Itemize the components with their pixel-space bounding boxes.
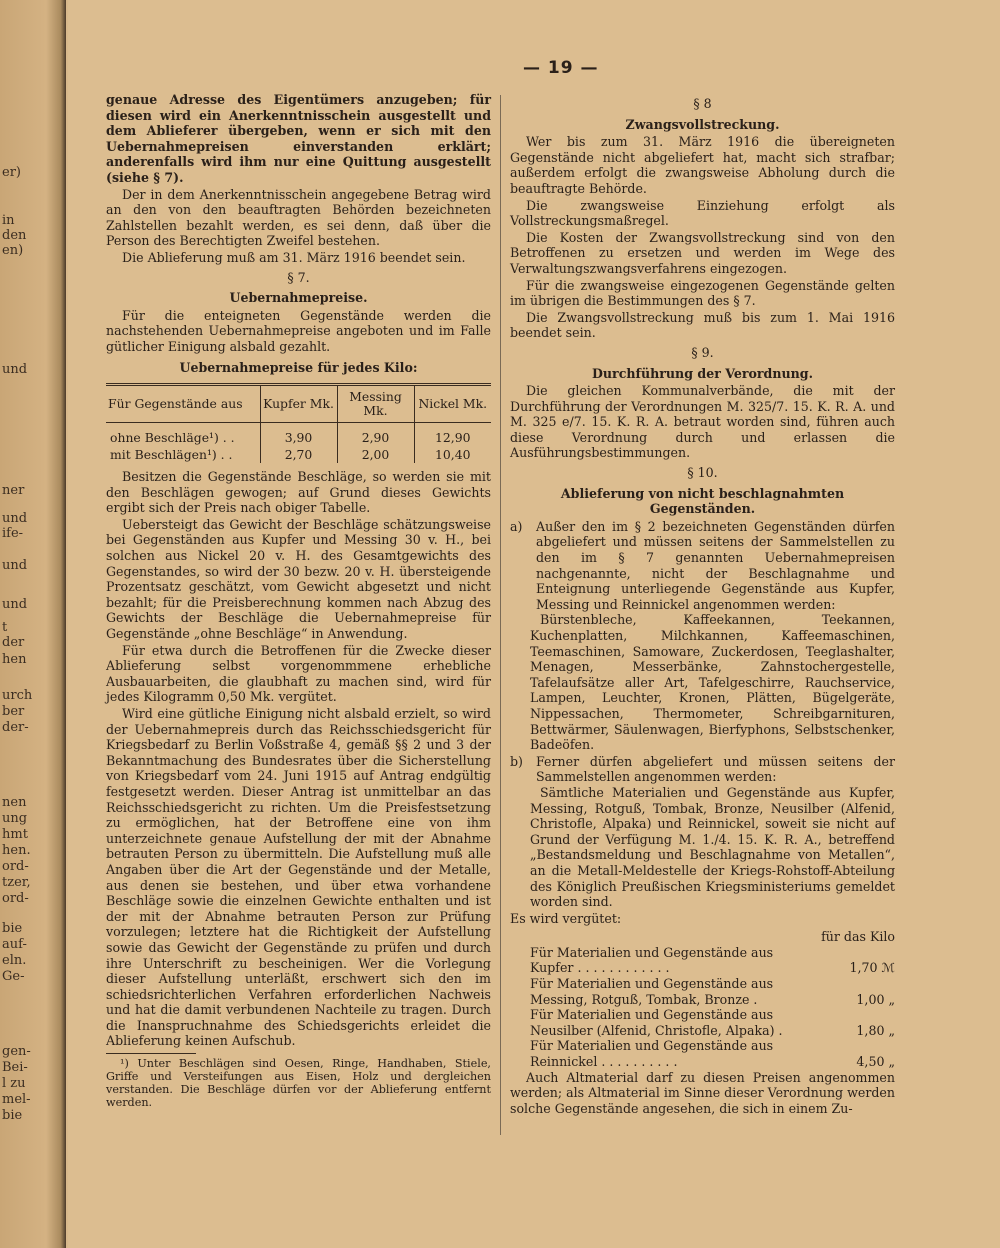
spine-text-fragment: der [2,635,25,650]
spine-text-fragment: bie [2,921,23,936]
item-enumeration: Sämtliche Materialien und Gegenstände aus Kupfer, Messing, Rotguß, Tombak, Bronze, Neusilber (Alfenid, Christofle, Alpaka) und Reinnickel, soweit sie nicht auf Grund der Verfügung M. 1./4. 15. K. R. A., betreffend „Bestandsmeldung und Beschlagnahme von Metallen“, an die Metall-Meldestelle der Kriegs-Rohstoff-Abteilung des Königlich Preußischen Kriegsministeriums gemeldet worden sind. [530,784,895,910]
fee-entry [510,1007,895,1038]
book-spine [0,0,66,1248]
paragraph: Die Kosten der Zwangsvollstreckung sind von den Betroffenen zu ersetzen und werden im Wege des Verwaltungszwangsverfahrens eingezogen. [510,229,895,276]
section-title: Durchführung der Verordnung. [591,365,813,381]
fee-amount: 1,80 „ [856,1022,895,1038]
spine-text-fragment: er) [2,165,21,180]
paragraph: Die Zwangsvollstreckung muß bis zum 1. Mai 1916 beendet sein. [510,309,895,341]
fee-label: Reinnickel . . . . . . . . . . [530,1054,678,1070]
spine-text-fragment: den [2,228,27,243]
table-row [106,423,491,447]
column-divider [500,95,501,1135]
section-number: § 7. [287,269,310,285]
price-table [106,383,491,463]
table-header: Nickel Mk. [414,386,491,423]
spine-text-fragment: l zu [2,1076,26,1091]
footnote: ¹) Unter Beschlägen sind Oesen, Ringe, Handhaben, Stiele, Griffe und Versteifungen aus Eisen, Holz und dergleichen verstanden. Die Beschläge dürfen vor der Ablieferung entfernt werden. [106,1057,491,1110]
paragraph: Die gleichen Kommunalverbände, die mit der Durchführung der Verordnungen M. 325/7. 15. K. R. A. und M. 325 e/7. 15. K. R. A. betraut worden sind, führen auch diese Verordnung durch und erlassen die Ausführungsbestimmungen. [510,383,895,461]
spine-text-fragment: eln. [2,953,27,968]
spine-text-fragment: tzer, [2,875,31,890]
footnote-rule [106,1053,196,1054]
spine-text-fragment: ife- [2,526,24,541]
spine-text-fragment: Ge- [2,969,25,984]
list-marker: b) [510,753,523,769]
list-item-text: Außer den im § 2 bezeichneten Gegenständen dürfen abgeliefert und müssen seitens der Sammelstellen zu den im § 7 genannten Uebernahmepreisen nachgenannte, nicht der Beschlagnahme und Enteignung unterliegende Gegenstände aus Kupfer, Messing und Reinnickel angenommen werden: [536,518,895,612]
spine-text-fragment: ord- [2,859,29,874]
fee-label: Neusilber (Alfenid, Christofle, Alpaka) . [530,1022,783,1038]
table-cell: 2,00 [337,446,414,463]
section-title: Zwangsvollstreckung. [625,116,780,132]
spine-text-fragment: und [2,597,28,612]
paragraph: Wird eine gütliche Einigung nicht alsbald erzielt, so wird der Uebernahmepreis durch das Reichsschiedsgericht für Kriegsbedarf zu Berlin Voßstraße 4, gemäß §§ 2 und 3 der Bekanntmachung des Bundesrates über die Sicherstellung von Kriegsbedarf vom 24. Juni 1915 auf Antrag endgültig festgesetzt werden. Dieser Antrag ist unmittelbar an das Reichsschiedsgericht zu richten. Um die Preisfestsetzung zu ermöglichen, hat der Betroffene eine von ihm unterzeichnete genaue Aufstellung der mit der Abnahme betrauten Person zu übermitteln. Die Aufstellung muß alle Angaben über die Art der Gegenstände und der Metalle, aus denen sie bestehen, und über etwa vorhandene Beschläge sowie die einzelnen Gewichte enthalten und ist der mit der Abnahme betrauten Person zur Prüfung vorzulegen; letztere hat die Richtigkeit der Aufstellung sowie das Gewicht der Gegenstände zu prüfen und durch ihre Unterschrift zu bescheinigen. Wer die Vorlegung dieser Aufstellung unterläßt, erschwert sich den im schiedsrichterlichen Verfahren erforderlichen Nachweis und hat die damit verbundenen Nachteile zu tragen. Durch die Inanspruchnahme des Schiedsgerichts erleidet die Ablieferung keinen Aufschub. [106,706,491,1049]
section-number: § 9. [691,344,714,360]
spine-text-fragment: urch [2,688,33,703]
paragraph: Die Ablieferung muß am 31. März 1916 beendet sein. [122,249,466,265]
section-title: Uebernahmepreise. [229,290,368,306]
paragraph: Wer bis zum 31. März 1916 die übereigneten Gegenstände nicht abgeliefert hat, macht sich strafbar; außerdem erfolgt die zwangsweise Abholung durch die beauftragte Behörde. [510,134,895,196]
left-column [106,92,491,1110]
spine-text-fragment: hmt [2,827,28,842]
paragraph: Besitzen die Gegenstände Beschläge, so werden sie mit den Beschlägen gewogen; auf Grund dieses Gewichts ergibt sich der Preis nach obiger Tabelle. [106,469,491,516]
fee-label: Für Materialien und Gegenstände aus [530,1038,774,1054]
section-number: § 10. [687,465,718,481]
fee-label: Für Materialien und Gegenstände aus [530,976,774,992]
paragraph: Die zwangsweise Einziehung erfolgt als Vollstreckungsmaßregel. [510,197,895,229]
list-marker: a) [510,518,523,534]
table-cell: 2,90 [337,423,414,447]
fee-amount: 1,70 ℳ [849,960,895,976]
fee-amount: 1,00 „ [856,991,895,1007]
spine-text-fragment: ord- [2,891,29,906]
list-item-text: Ferner dürfen abgeliefert und müssen seitens der Sammelstellen angenommen werden: [536,753,895,785]
spine-text-fragment: hen [2,652,27,667]
item-enumeration: Bürstenbleche, Kaffeekannen, Teekannen, Kuchenplatten, Milchkannen, Kaffeemaschinen, Teemaschinen, Samoware, Zuckerdosen, Teeglashalter, Menagen, Messerbänke, Zahnstochergestelle, Tafelaufsätze aller Art, Tafelgeschirre, Rauchservice, Lampen, Leuchter, Kronen, Plätten, Bügelgeräte, Nippessachen, Thermometer, Schreibgarnituren, Bettwärmer, Säulenwagen, Bierfyphons, Selbstschenker, Badeöfen. [530,612,895,753]
fee-label: Kupfer . . . . . . . . . . . . [530,960,670,976]
table-cell: 2,70 [260,446,337,463]
fee-label: Für Materialien und Gegenstände aus [530,1007,774,1023]
paragraph: genaue Adresse des Eigentümers anzugeben; für diesen wird ein Anerkenntnisschein ausgestellt und dem Ablieferer übergeben, wenn er sich mit den Uebernahmepreisen einverstanden erklärt; anderenfalls wird ihm nur eine Quittung ausgestellt (siehe § 7). [106,92,491,185]
fee-column-header: für das Kilo [821,929,895,945]
list-item [510,519,895,613]
spine-text-fragment: in [2,213,15,228]
section-title: Ablieferung von nicht beschlagnahmten Gegenständen. [560,485,845,517]
spine-text-fragment: auf- [2,937,27,952]
table-header: Messing Mk. [337,386,414,423]
table-row [106,446,491,463]
paragraph: Für etwa durch die Betroffenen für die Zwecke dieser Ablieferung selbst vorgenommmene erhebliche Ausbauarbeiten, die glaubhaft zu machen sind, wird für jedes Kilogramm 0,50 Mk. vergütet. [106,642,491,705]
paragraph: Auch Altmaterial darf zu diesen Preisen angenommen werden; als Altmaterial im Sinne dieser Verordnung werden solche Gegenstände angesehen, die sich in einem Zu- [510,1069,896,1116]
spine-text-fragment: ber [2,704,25,719]
fee-entry [510,945,895,976]
table-cell: 10,40 [414,446,491,463]
spine-text-fragment: hen. [2,843,31,858]
table-header-row [106,386,491,423]
fee-entry [510,1038,895,1069]
spine-text-fragment: Bei- [2,1060,28,1075]
spine-text-fragment: und [2,362,28,377]
spine-text-fragment: und [2,558,28,573]
spine-text-fragment: bie [2,1108,23,1123]
spine-text-fragment: und [2,511,28,526]
table-header: Für Gegenstände aus [106,386,260,423]
fee-label: Für Materialien und Gegenstände aus [530,944,774,960]
paragraph: Der in dem Anerkenntnisschein angegebene Betrag wird an den von den beauftragten Behörden bezeichneten Zahlstellen bezahlt werden, es sei denn, daß über die Person des Berechtigten Zweifel bestehen. [106,186,491,249]
document-page [68,0,1000,1248]
table-header: Kupfer Mk. [260,386,337,423]
spine-text-fragment: t [2,620,8,635]
table-cell: 12,90 [414,423,491,447]
fee-entry [510,976,895,1007]
page-number: — 19 — [523,58,599,78]
table-cell: ohne Beschläge¹) . . [110,430,235,446]
paragraph: Uebersteigt das Gewicht der Beschläge schätzungsweise bei Gegenständen aus Kupfer und Messing 30 v. H., bei solchen aus Nickel 20 v. H. des Gesamtgewichts des Gegenstandes, so wird der 30 bezw. 20 v. H. übersteigende Prozentsatz geschätzt, vom Gewicht abgesetzt und nicht bezahlt; für die Preisberechnung kommen nach Abzug des Gewichts der Beschläge die Uebernahmepreise für Gegenstände „ohne Beschläge“ in Anwendung. [106,516,491,642]
spine-text-fragment: mel- [2,1092,31,1107]
table-cell: mit Beschlägen¹) . . [110,447,233,463]
spine-text-fragment: ung [2,811,28,826]
right-column [510,92,895,1117]
paragraph: Für die zwangsweise eingezogenen Gegenstände gelten im übrigen die Bestimmungen des § 7. [510,277,895,309]
table-title: Uebernahmepreise für jedes Kilo: [179,359,418,375]
list-item [510,754,895,785]
table-cell: 3,90 [260,423,337,447]
spine-text-fragment: ner [2,483,25,498]
spine-text-fragment: der- [2,720,29,735]
fee-intro: Es wird vergütet: [510,910,622,926]
section-number: § 8 [693,96,712,111]
spine-text-fragment: gen- [2,1044,31,1059]
fee-amount: 4,50 „ [856,1054,895,1070]
spine-text-fragment: nen [2,795,27,810]
fee-label: Messing, Rotguß, Tombak, Bronze . [530,991,758,1007]
spine-text-fragment: en) [2,243,24,258]
paragraph: Für die enteigneten Gegenstände werden die nachstehenden Uebernahmepreise angeboten und im Falle gütlicher Einigung alsbald gezahlt. [106,307,491,354]
